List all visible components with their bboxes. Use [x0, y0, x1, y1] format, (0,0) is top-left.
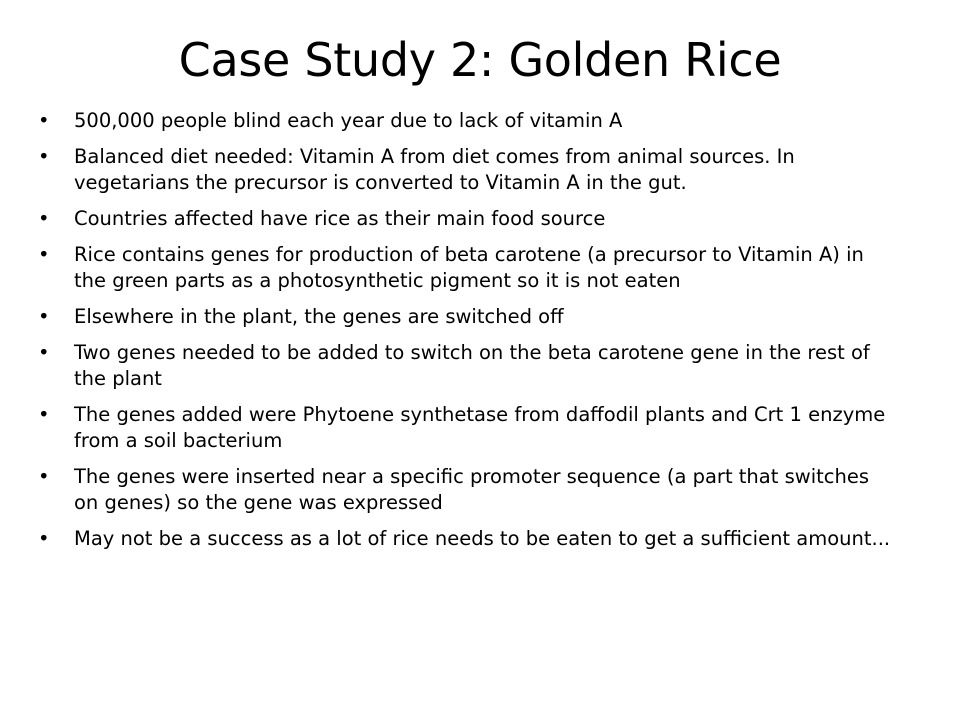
- bullet-dot-icon: •: [38, 109, 50, 132]
- bullet-dot-icon: •: [38, 243, 50, 266]
- bullet-item: [38, 304, 898, 330]
- bullet-item: [38, 206, 898, 232]
- bullet-dot-icon: •: [38, 403, 50, 426]
- bullet-text: Elsewhere in the plant, the genes are switched off: [74, 305, 564, 328]
- bullet-dot-icon: •: [38, 305, 50, 328]
- bullet-dot-icon: •: [38, 465, 50, 488]
- bullet-dot-icon: •: [38, 207, 50, 230]
- bullet-text: Countries affected have rice as their main food source: [74, 207, 606, 230]
- bullet-text: The genes added were Phytoene synthetase from daffodil plants and Crt 1 enzyme from a soil bacterium: [74, 403, 886, 452]
- bullet-text: Balanced diet needed: Vitamin A from diet comes from animal sources. In vegetarians the precursor is converted to Vitamin A in the gut.: [74, 145, 795, 194]
- bullet-item: [38, 242, 898, 294]
- bullet-item: [38, 340, 898, 392]
- bullet-item: [38, 144, 898, 196]
- bullet-text: 500,000 people blind each year due to lack of vitamin A: [74, 109, 623, 132]
- bullet-dot-icon: •: [38, 145, 50, 168]
- bullet-text: Rice contains genes for production of beta carotene (a precursor to Vitamin A) in the green parts as a photosynthetic pigment so it is not eaten: [74, 243, 864, 292]
- bullet-item: [38, 108, 898, 134]
- bullet-item: [38, 464, 898, 516]
- bullet-dot-icon: •: [38, 341, 50, 364]
- bullet-item: [38, 402, 898, 454]
- slide-title: Case Study 2: Golden Rice: [178, 33, 782, 87]
- bullet-item: [38, 526, 898, 552]
- bullet-text: The genes were inserted near a specific promoter sequence (a part that switches on genes) so the gene was expressed: [74, 465, 869, 514]
- bullet-text: May not be a success as a lot of rice needs to be eaten to get a sufficient amount...: [74, 527, 891, 550]
- bullet-dot-icon: •: [38, 527, 50, 550]
- bullet-text: Two genes needed to be added to switch on the beta carotene gene in the rest of the plant: [74, 341, 870, 390]
- bullet-list: [38, 108, 898, 562]
